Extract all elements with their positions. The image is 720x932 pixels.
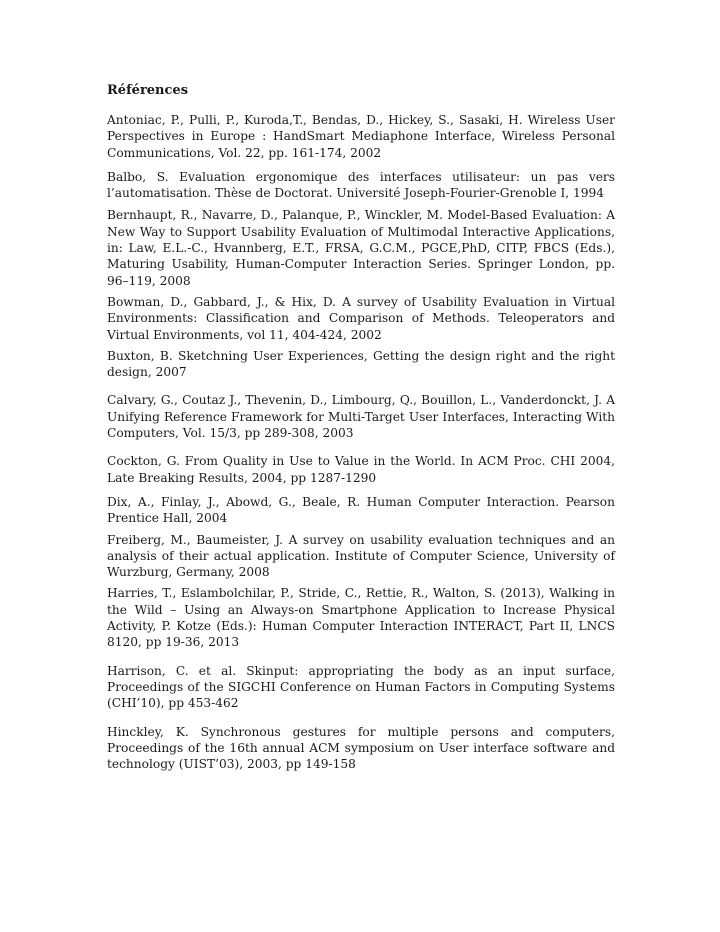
reference-entry: Dix, A., Finlay, J., Abowd, G., Beale, R. Human Computer Interaction. Pearson Prentice Hall, 2004	[107, 494, 615, 526]
reference-entry: Cockton, G. From Quality in Use to Value in the World. In ACM Proc. CHI 2004, Late Breaking Results, 2004, pp 1287-1290	[107, 454, 615, 485]
reference-entry: Buxton, B. Sketchning User Experiences, Getting the design right and the right design, 2007	[107, 348, 615, 380]
reference-entry: Hinckley, K. Synchronous gestures for multiple persons and computers, Proceedings of the 16th annual ACM symposium on User interface software and technology (UIST’03), 2003, pp 149-158	[107, 724, 615, 772]
reference-entry: Bowman, D., Gabbard, J., & Hix, D. A survey of Usability Evaluation in Virtual Environments: Classification and Comparison of Methods. Teleoperators and Virtual Environments, vol 11, 404-424, 2002	[107, 294, 615, 342]
reference-entry: Balbo, S. Evaluation ergonomique des interfaces utilisateur: un pas vers l’automatisation. Thèse de Doctorat. Université Joseph-Fourier-Grenoble I, 1994	[107, 169, 615, 201]
reference-entry: Freiberg, M., Baumeister, J. A survey on usability evaluation techniques and an analysis of their actual application. Institute of Computer Science, University of Wurzburg, Germany, 2008	[107, 532, 615, 580]
reference-entry: Harries, T., Eslambolchilar, P., Stride, C., Rettie, R., Walton, S. (2013), Walking in the Wild – Using an Always-on Smartphone Application to Increase Physical Activity, P. Kotze (Eds.): Human Computer Interaction INTERACT, Part II, LNCS 8120, pp 19-36, 2013	[107, 586, 615, 650]
reference-entry: Bernhaupt, R., Navarre, D., Palanque, P., Winckler, M. Model-Based Evaluation: A New Way to Support Usability Evaluation of Multimodal Interactive Applications, in: Law, E.L.-C., Hvannberg, E.T., FRSA, G.C.M., PGCE,PhD, CITP, FBCS (Eds.), Maturing Usability, Human-Computer Interaction Series. Springer London, pp. 96–119, 2008	[107, 208, 615, 288]
reference-entry: Calvary, G., Coutaz J., Thevenin, D., Limbourg, Q., Bouillon, L., Vanderdonckt, J. A Unifying Reference Framework for Multi-Target User Interfaces, Interacting With Computers, Vol. 15/3, pp 289-308, 2003	[107, 393, 615, 441]
references-section	[107, 82, 615, 772]
reference-entry: Antoniac, P., Pulli, P., Kuroda,T., Bendas, D., Hickey, S., Sasaki, H. Wireless User Perspectives in Europe : HandSmart Mediaphone Interface, Wireless Personal Communications, Vol. 22, pp. 161-174, 2002	[107, 113, 615, 160]
section-heading: Références	[107, 83, 189, 98]
reference-entry: Harrison, C. et al. Skinput: appropriating the body as an input surface, Proceedings of the SIGCHI Conference on Human Factors in Computing Systems (CHI’10), pp 453-462	[107, 663, 615, 711]
